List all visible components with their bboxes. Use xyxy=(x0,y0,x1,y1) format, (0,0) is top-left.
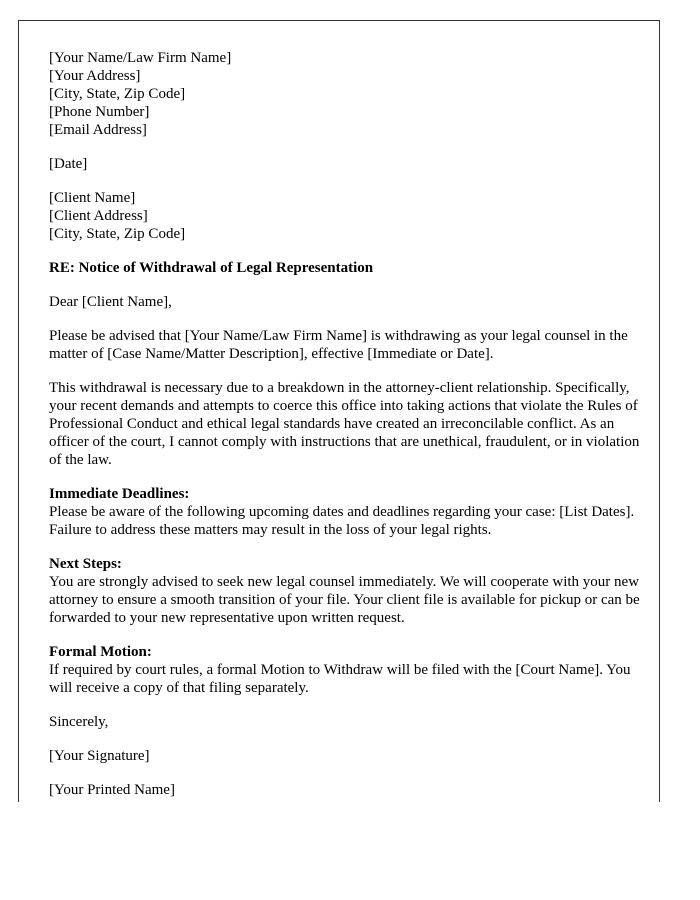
recipient-block xyxy=(49,189,644,243)
sender-name: [Your Name/Law Firm Name] xyxy=(49,50,232,66)
section-text: If required by court rules, a formal Motion to Withdraw will be filed with the [Court Name]. You will receive a copy of that filing separately. xyxy=(49,662,631,696)
recipient-name: [Client Name] xyxy=(49,190,136,206)
section-next-steps xyxy=(49,555,644,627)
letter-page xyxy=(18,20,660,802)
sender-city-state-zip: [City, State, Zip Code] xyxy=(49,86,186,102)
salutation: Dear [Client Name], xyxy=(49,294,172,310)
section-text: Please be aware of the following upcoming dates and deadlines regarding your case: [List Dates]. Failure to address these matters may result in the loss of your legal rights. xyxy=(49,504,635,538)
section-heading: Next Steps: xyxy=(49,556,122,572)
signature-placeholder: [Your Signature] xyxy=(49,748,150,764)
intro-paragraph: Please be advised that [Your Name/Law Firm Name] is withdrawing as your legal counsel in the matter of [Case Name/Matter Description], effective [Immediate or Date]. xyxy=(49,328,628,362)
recipient-city-state-zip: [City, State, Zip Code] xyxy=(49,226,186,242)
date-block xyxy=(49,155,644,173)
sender-email: [Email Address] xyxy=(49,122,147,138)
section-text: You are strongly advised to seek new legal counsel immediately. We will cooperate with your new attorney to ensure a smooth transition of your file. Your client file is available for pickup or can be forwarded to your new representative upon written request. xyxy=(49,574,640,626)
letter-content xyxy=(49,49,644,815)
section-heading: Immediate Deadlines: xyxy=(49,486,190,502)
printed-name: [Your Printed Name] xyxy=(49,782,175,798)
letter-date: [Date] xyxy=(49,156,88,172)
section-formal-motion xyxy=(49,643,644,697)
section-heading: Formal Motion: xyxy=(49,644,152,660)
sender-block xyxy=(49,49,644,139)
closing: Sincerely, xyxy=(49,714,109,730)
reason-paragraph: This withdrawal is necessary due to a breakdown in the attorney-client relationship. Specifically, your recent demands and attempts to coerce this office into taking actions that violate the Rules of Professional Conduct and ethical legal standards have created an irreconcilable conflict. As an officer of the court, I cannot comply with instructions that are unethical, fraudulent, or in violation of the law. xyxy=(49,380,640,468)
subject-line: RE: Notice of Withdrawal of Legal Representation xyxy=(49,260,374,276)
section-immediate-deadlines xyxy=(49,485,644,539)
sender-address: [Your Address] xyxy=(49,68,141,84)
sender-phone: [Phone Number] xyxy=(49,104,150,120)
recipient-address: [Client Address] xyxy=(49,208,148,224)
